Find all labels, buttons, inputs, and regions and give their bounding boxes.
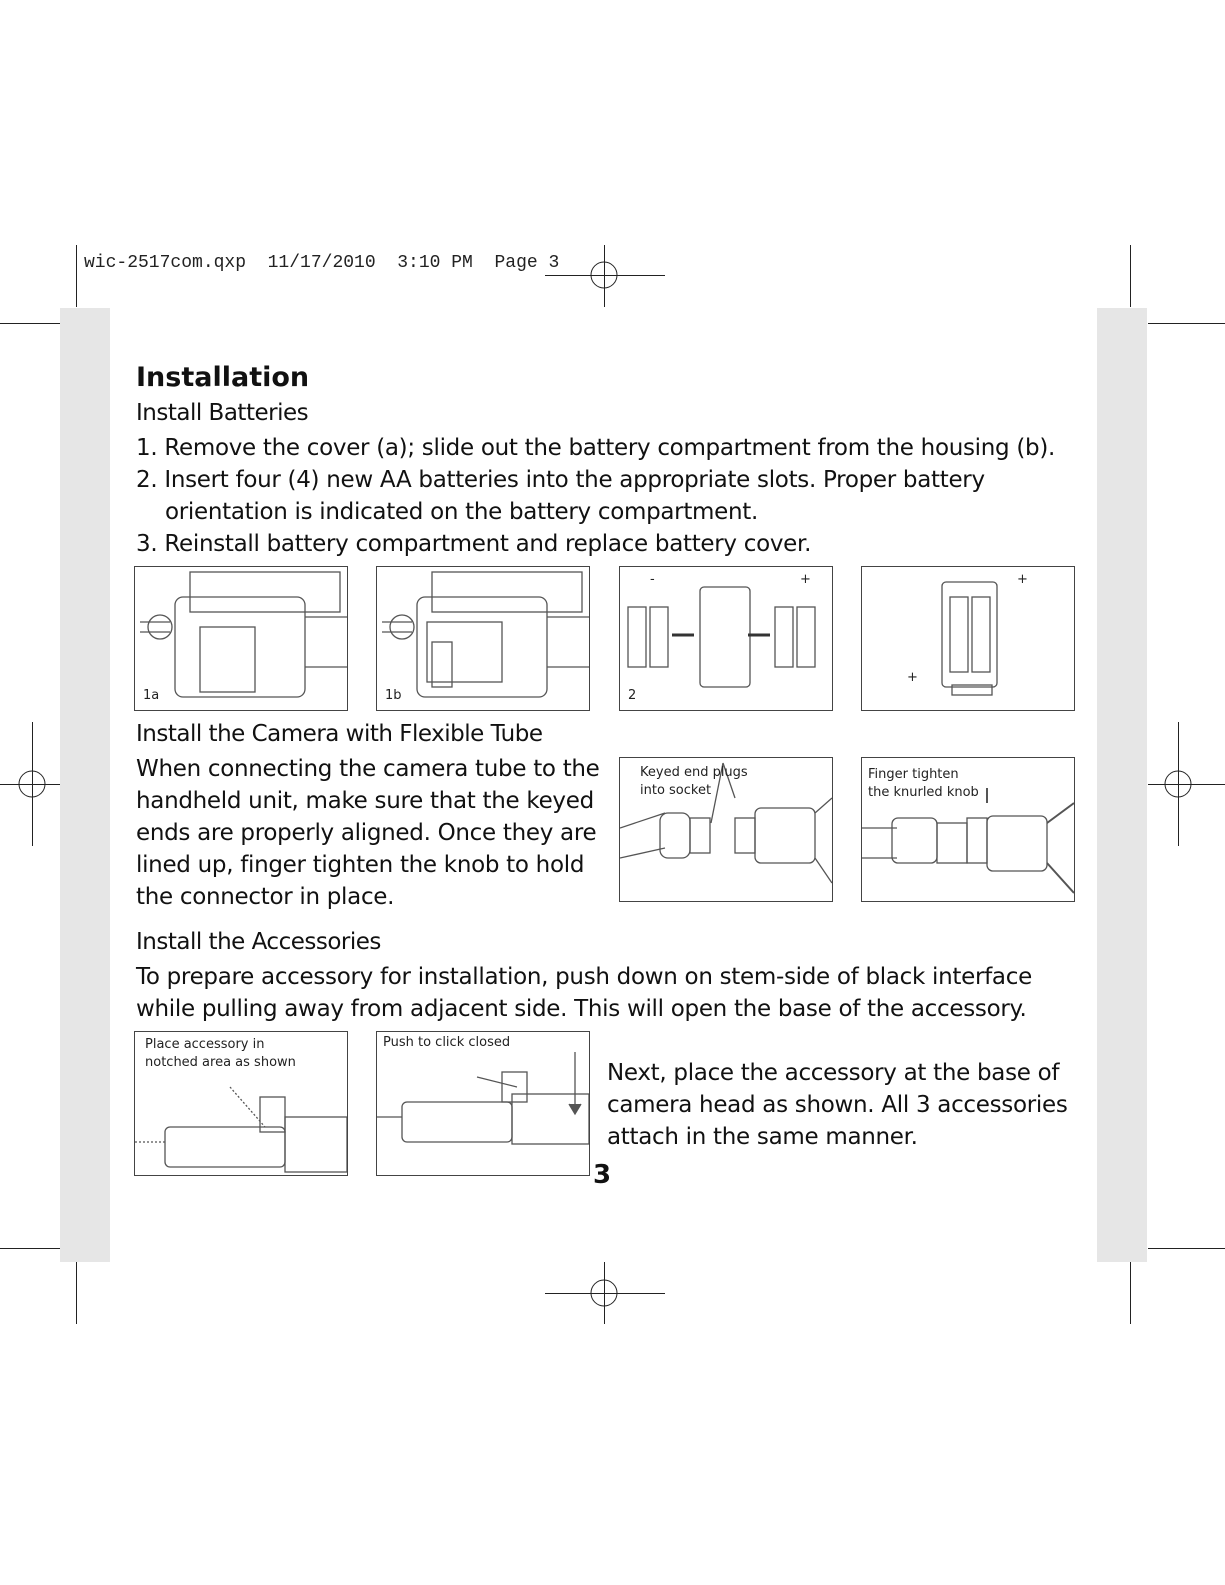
text-line: while pulling away from adjacent side. This will open the base of the accessory.	[136, 996, 1027, 1022]
figure-keyed-end	[619, 757, 833, 902]
accessories-heading: Install the Accessories	[136, 929, 381, 955]
text-line: camera head as shown. All 3 accessories	[607, 1092, 1068, 1118]
text-line: attach in the same manner.	[607, 1124, 918, 1150]
text-line: Next, place the accessory at the base of	[607, 1060, 1060, 1086]
figure-caption: Keyed end plugs into socket	[640, 765, 748, 798]
text-line: handheld unit, make sure that the keyed	[136, 788, 594, 814]
figure-1b	[376, 566, 590, 711]
batteries-heading: Install Batteries	[136, 400, 309, 426]
file-slug: wic-2517com.qxp 11/17/2010 3:10 PM Page 3	[84, 253, 560, 273]
text-line: lined up, finger tighten the knob to hold	[136, 852, 585, 878]
text-line: When connecting the camera tube to the	[136, 756, 600, 782]
figure-place-accessory	[134, 1031, 348, 1176]
figure-caption: Push to click closed	[383, 1035, 511, 1050]
page-title: Installation	[136, 362, 310, 393]
battery-steps	[136, 432, 1055, 560]
page-number: 3	[593, 1160, 612, 1190]
step-3: 3. Reinstall battery compartment and replace battery cover.	[136, 531, 812, 557]
step-2: 2. Insert four (4) new AA batteries into the appropriate slots. Proper battery	[136, 467, 985, 493]
figure-label: 1a	[143, 688, 160, 703]
figure-push-closed	[376, 1031, 590, 1176]
figure-batteries-installed	[861, 566, 1075, 711]
figure-caption: Finger tighten the knurled knob	[868, 767, 979, 800]
text-line: the connector in place.	[136, 884, 395, 910]
figure-label: 1b	[385, 688, 402, 703]
plus-mark: +	[907, 670, 918, 685]
next-step-text	[607, 1057, 1068, 1153]
camera-heading: Install the Camera with Flexible Tube	[136, 721, 543, 747]
plus-mark: +	[800, 572, 811, 587]
figure-2	[619, 566, 833, 711]
plus-mark: +	[1017, 572, 1028, 587]
step-1: 1. Remove the cover (a); slide out the battery compartment from the housing (b).	[136, 435, 1056, 461]
minus-mark: -	[650, 572, 655, 587]
camera-text	[136, 753, 600, 913]
figure-1a	[134, 566, 348, 711]
figure-knurled-knob	[861, 757, 1075, 902]
step-2-cont: orientation is indicated on the battery compartment.	[165, 499, 759, 525]
text-line: ends are properly aligned. Once they are	[136, 820, 597, 846]
accessories-text	[136, 961, 1032, 1025]
figure-label: 2	[628, 688, 637, 703]
text-line: To prepare accessory for installation, push down on stem-side of black interface	[136, 964, 1032, 990]
figure-caption: Place accessory in notched area as shown	[145, 1037, 296, 1070]
